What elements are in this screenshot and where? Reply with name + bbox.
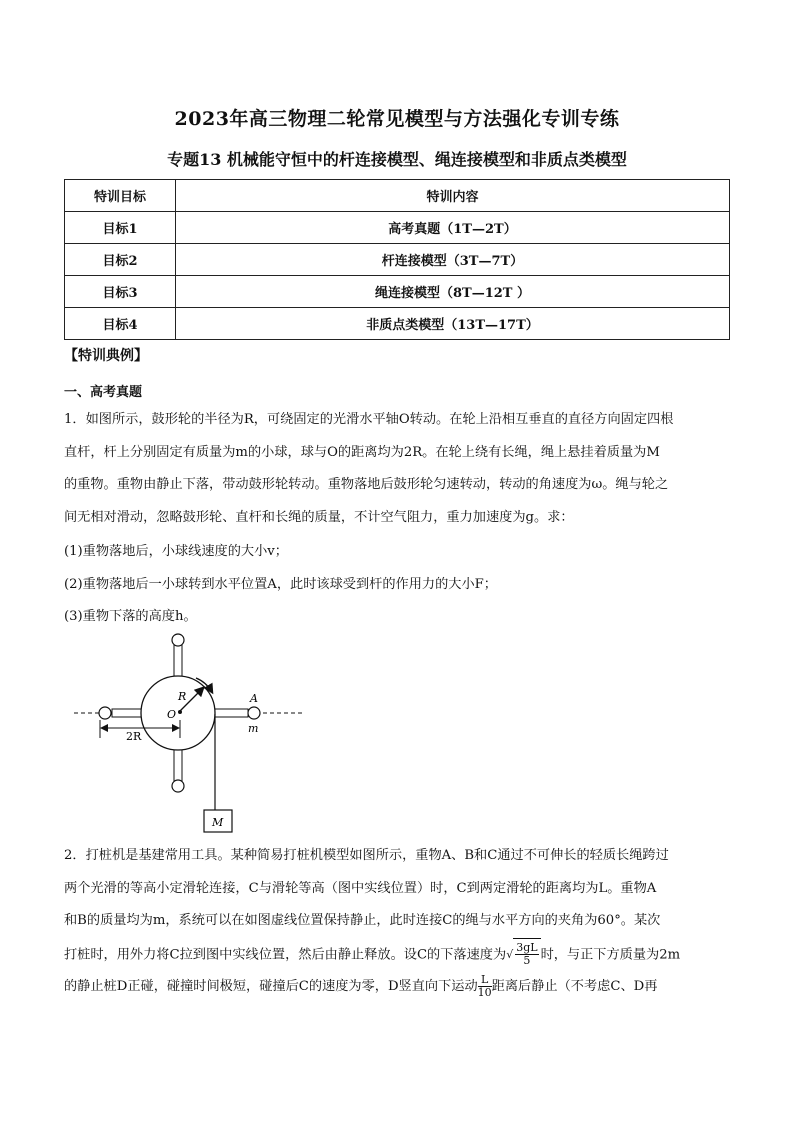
text-line: 2．打桩机是基建常用工具。某种简易打桩机模型如图所示，重物A、B和C通过不可伸长的轻质长绳跨过 (64, 848, 669, 863)
drum-wheel-figure (72, 632, 312, 840)
sqrt-denominator: 5 (523, 954, 531, 967)
rod-top (174, 642, 182, 677)
sqrt-expression: √ $\frac{3gL}{5}$ (506, 938, 540, 972)
text-line (64, 971, 730, 1004)
table-cell: 高考真题（1T—2T） (176, 212, 730, 244)
targets-table (64, 179, 730, 340)
text-line: 1．如图所示，鼓形轮的半径为R，可绕固定的光滑水平轴O转动。在轮上沿相互垂直的直径方向固定四根 (64, 412, 674, 427)
section-tag: 【特训典例】 (64, 348, 148, 364)
table-cell: 绳连接模型（8T—12T ） (176, 276, 730, 308)
label-2r: 2R (126, 730, 142, 743)
text-line: 的重物。重物由静止下落，带动鼓形轮转动。重物落地后鼓形轮匀速转动，转动的角速度为ω。绳与轮之 (64, 477, 669, 492)
rod-bottom (174, 749, 182, 784)
fraction-denominator: 10 (477, 986, 492, 1000)
table-cell: 目标4 (65, 308, 176, 340)
table-cell: 目标1 (65, 212, 176, 244)
section-heading: 一、高考真题 (64, 385, 143, 400)
sqrt-fraction (515, 942, 538, 967)
text-fragment: 时，与正下方质量为2m (540, 946, 681, 962)
ball-right (248, 707, 260, 719)
fraction-numerator: L (478, 974, 492, 987)
label-a: A (250, 692, 258, 705)
text-line: 直杆，杆上分别固定有质量为m的小球，球与O的距离均为2R。在轮上绕有长绳，绳上悬挂着质量为M (64, 444, 660, 460)
question-2-text (64, 840, 730, 1004)
label-o: O (167, 708, 177, 721)
text-fragment: 距离后静止（不考虑C、D再 (491, 979, 658, 995)
table-row (65, 244, 730, 276)
table-row (65, 308, 730, 340)
text-fragment: 的静止桩D正碰，碰撞时间极短，碰撞后C的速度为零，D竖直向下运动 (64, 979, 478, 995)
question-1-text (64, 404, 730, 534)
table-cell: 非质点类模型（13T—17T） (176, 308, 730, 340)
fraction (478, 974, 492, 999)
table-cell: 目标3 (65, 276, 176, 308)
drum-wheel (141, 676, 215, 750)
label-m: m (248, 722, 259, 735)
ball-top (172, 634, 184, 646)
question-1-sub-3: (3)重物下落的高度h。 (64, 609, 197, 624)
table-cell: 目标2 (65, 244, 176, 276)
sqrt-numerator: 3gL (516, 941, 538, 954)
page-title: 2023年高三物理二轮常见模型与方法强化专训专练 (174, 108, 620, 130)
table-row (65, 276, 730, 308)
label-r: R (178, 690, 187, 703)
text-fragment: 打桩时，用外力将C拉到图中实线位置，然后由静止释放。设C的下落速度为 (64, 946, 507, 962)
text-line: 两个光滑的等高小定滑轮连接，C与滑轮等高（图中实线位置）时，C到两定滑轮的距离均为L。重物A (64, 880, 657, 896)
table-header-cell: 特训内容 (176, 180, 730, 212)
text-line (64, 938, 730, 972)
table-row (65, 212, 730, 244)
question-1-sub-2: (2)重物落地后一小球转到水平位置A，此时该球受到杆的作用力的大小F； (64, 577, 497, 592)
page-subtitle: 专题13 机械能守恒中的杆连接模型、绳连接模型和非质点类模型 (167, 150, 627, 169)
table-header-cell: 特训目标 (65, 180, 176, 212)
ball-left (99, 707, 111, 719)
text-line: 和B的质量均为m，系统可以在如图虚线位置保持静止，此时连接C的绳与水平方向的夹角为60°。某次 (64, 913, 661, 928)
label-big-m: M (212, 816, 224, 829)
question-1-sub-1: (1)重物落地后，小球线速度的大小v； (64, 544, 288, 559)
center-dot (178, 710, 182, 714)
table-cell: 杆连接模型（3T—7T） (176, 244, 730, 276)
text-line: 间无相对滑动，忽略鼓形轮、直杆和长绳的质量，不计空气阻力，重力加速度为g。求： (64, 509, 574, 525)
table-header-row (65, 180, 730, 212)
ball-bottom (172, 780, 184, 792)
